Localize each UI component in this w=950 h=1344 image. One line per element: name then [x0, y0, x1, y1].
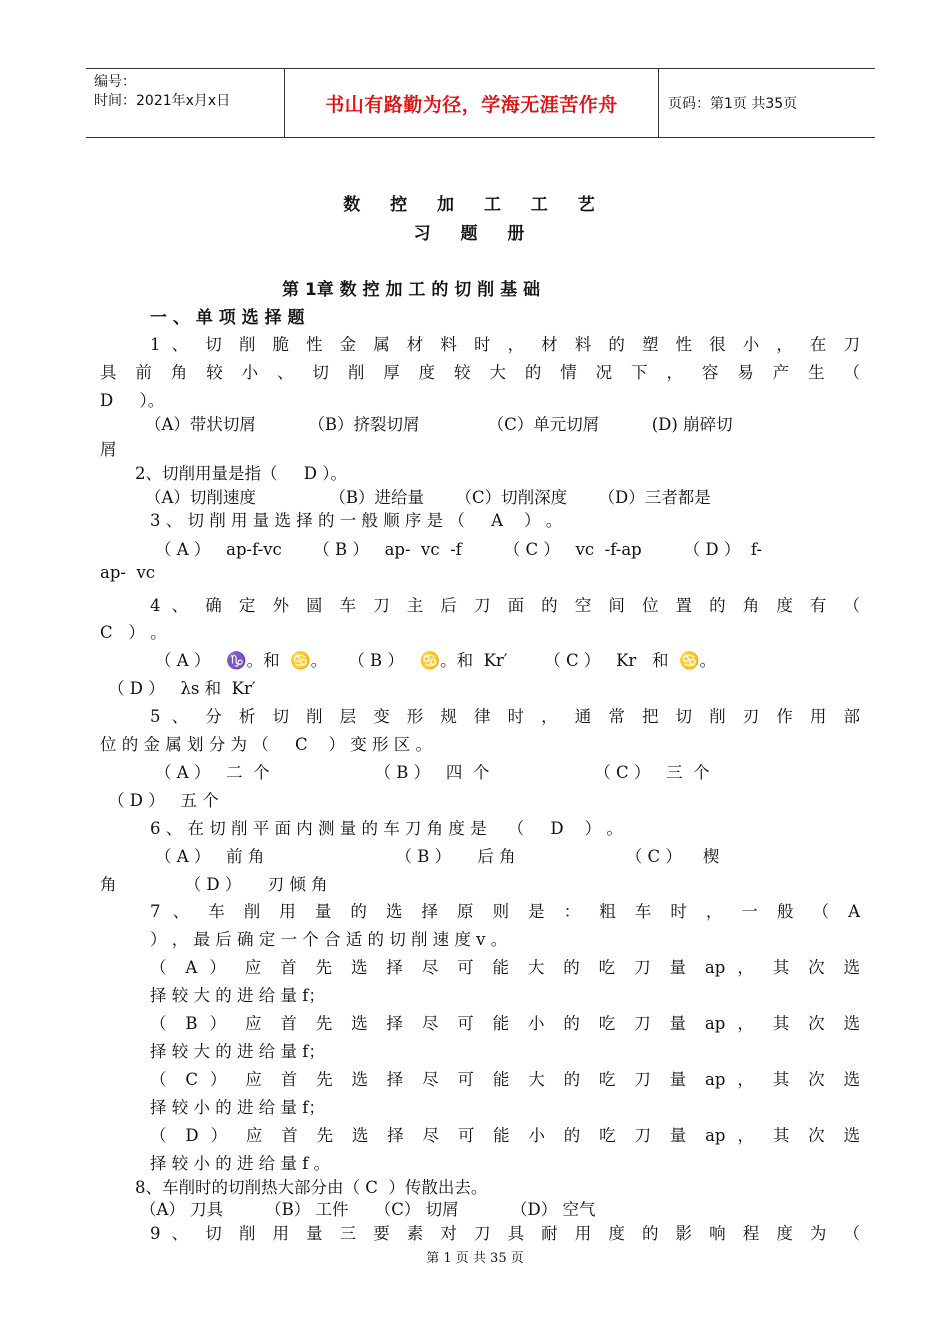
chapter-heading: 第 1章 数 控 加 工 的 切 削 基 础 [282, 280, 541, 300]
text-line: 1 、 切 削 脆 性 金 属 材 料 时 ， 材 料 的 塑 性 很 小 ， 在 刀 [150, 335, 860, 354]
text-line: 3 、 切 削 用 量 选 择 的 一 般 顺 序 是 （ A ） 。 [150, 511, 563, 530]
text-line: 2、切削用量是指（ D ）。 [135, 464, 347, 483]
doc-subtitle: 习 题 册 [413, 224, 537, 244]
text-line: 择 较 大 的 进 给 量 f； [150, 986, 325, 1005]
text-line: 择 较 大 的 进 给 量 f； [150, 1042, 325, 1061]
doc-title: 数 控 加 工 工 艺 [343, 195, 607, 215]
text-line: 9 、 切 削 用 量 三 要 素 对 刀 具 耐 用 度 的 影 响 程 度 为 （ [150, 1224, 860, 1243]
text-line: C ） 。 [100, 623, 167, 642]
text-line: （ B ） 应 首 先 选 择 尽 可 能 小 的 吃 刀 量 ap ， 其 次 选 [150, 1014, 860, 1033]
text-line: 择 较 小 的 进 给 量 f； [150, 1098, 325, 1117]
text-line: 5 、 分 析 切 削 层 变 形 规 律 时 ， 通 常 把 切 削 刃 作 用 部 [150, 707, 860, 726]
text-line: （ A ） ♑。和 ♋。 （ B ） ♋。和 Kr′ （ C ） Kr 和 ♋。 [155, 651, 717, 670]
text-line: 7 、 车 削 用 量 的 选 择 原 则 是 ： 粗 车 时 ， 一 般 （ A [150, 902, 860, 921]
page-header [86, 68, 875, 138]
text-line: （ D ） λs 和 Kr′ [108, 679, 256, 698]
text-line: 具 前 角 较 小 、 切 削 厚 度 较 大 的 情 况 下 ， 容 易 产 生 （ [100, 363, 860, 382]
motto: 书山有路勤为径，学海无涯苦作舟 [325, 93, 618, 116]
section-heading: 一 、 单 项 选 择 题 [150, 308, 305, 328]
text-line: （ D ） 五 个 [108, 791, 219, 810]
text-line: 屑 [100, 440, 117, 459]
text-line: （A） 刀具 （B） 工件 （C） 切屑 （D） 空气 [140, 1200, 596, 1219]
text-line: （A）切削速度 （B）进给量 （C）切削深度 （D）三者都是 [145, 488, 711, 507]
text-line: （ A ） 前 角 （ B ） 后 角 （ C ） 楔 [155, 847, 720, 866]
text-line: 角 （ D ） 刃 倾 角 [100, 875, 328, 894]
text-line: （A）带状切屑 （B）挤裂切屑 （C）单元切屑 (D) 崩碎切 [145, 415, 733, 434]
text-line: ap- vc [100, 563, 156, 582]
page-label: 页码：第1页 共35页 [668, 96, 798, 112]
text-line: D ）。 [100, 391, 165, 410]
header-motto-cell [285, 69, 659, 137]
text-line: 6 、 在 切 削 平 面 内 测 量 的 车 刀 角 度 是 （ D ） 。 [150, 819, 623, 838]
header-page-cell [658, 69, 875, 137]
text-line: ） ， 最 后 确 定 一 个 合 适 的 切 削 速 度 v 。 [150, 930, 508, 949]
text-line: （ A ） 二 个 （ B ） 四 个 （ C ） 三 个 [155, 763, 710, 782]
text-line: （ A ） ap-f-vc （ B ） ap- vc -f （ C ） vc -f-ap （ D ） f- [155, 540, 762, 559]
text-line: （ C ） 应 首 先 选 择 尽 可 能 大 的 吃 刀 量 ap ， 其 次 选 [150, 1070, 860, 1089]
text-line: 8、车削时的切削热大部分由（ C ）传散出去。 [135, 1178, 488, 1197]
time-label: 时间：2021年x月x日 [94, 93, 231, 109]
number-label: 编号： [94, 74, 136, 90]
page-footer: 第 1 页 共 35 页 [426, 1251, 524, 1266]
text-line: 择 较 小 的 进 给 量 f 。 [150, 1154, 331, 1173]
text-line: 位 的 金 属 划 分 为 （ C ） 变 形 区 。 [100, 735, 433, 754]
text-line: （ D ） 应 首 先 选 择 尽 可 能 小 的 吃 刀 量 ap ， 其 次 选 [150, 1126, 860, 1145]
text-line: 4 、 确 定 外 圆 车 刀 主 后 刀 面 的 空 间 位 置 的 角 度 有 （ [150, 596, 860, 615]
text-line: （ A ） 应 首 先 选 择 尽 可 能 大 的 吃 刀 量 ap ， 其 次 选 [150, 958, 860, 977]
header-left-cell [86, 69, 285, 137]
